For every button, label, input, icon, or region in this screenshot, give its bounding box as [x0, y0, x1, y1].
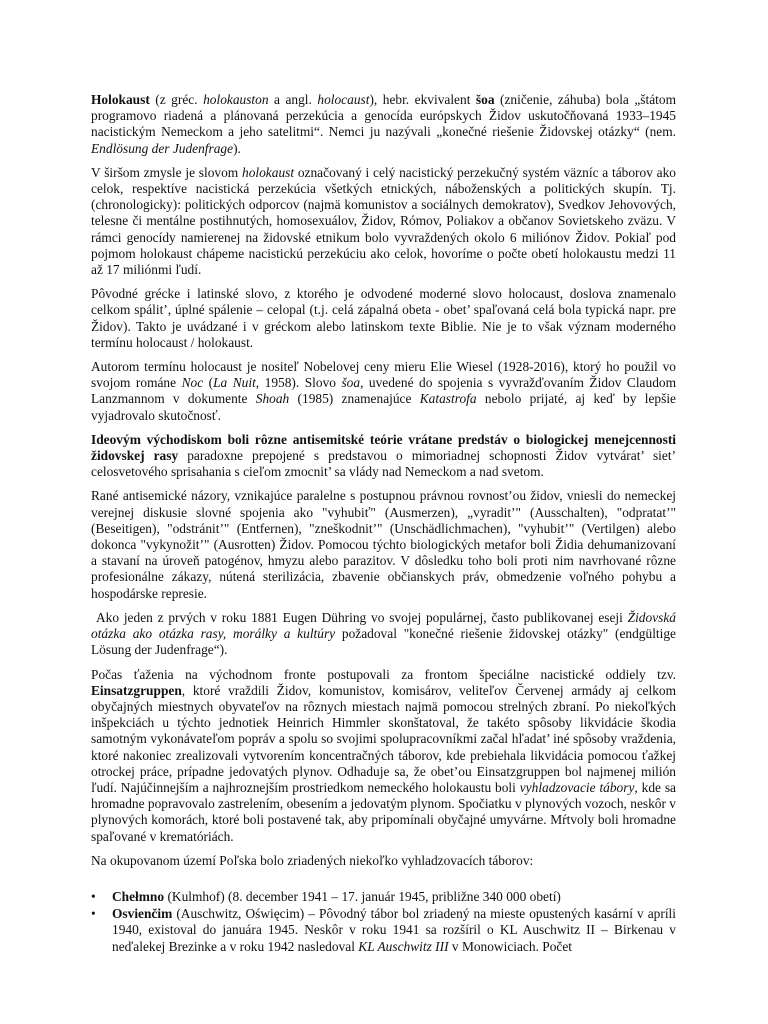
text-run: Ako jeden z prvých v roku 1881 Eugen Dühring vo svojej populárnej, často publikovanej eseji — [96, 609, 628, 625]
paragraph-p3 — [91, 286, 676, 351]
bold-text: Ideovým východiskom boli rôzne antisemitské teórie vrátane predstáv o biologickej menejcennosti židovskej rasy — [91, 431, 676, 464]
paragraph-p5 — [91, 432, 676, 481]
bold-text: Osvienčim — [112, 906, 173, 922]
text-run: v Monowiciach. Počet — [448, 938, 573, 954]
document-body — [91, 92, 676, 869]
text-run: požadoval "konečné riešenie židovskej otázky" (endgültige Lösung der Judenfrage“). — [91, 626, 676, 658]
bold-text: Einsatzgruppen — [91, 682, 182, 698]
text-run: ), hebr. ekvivalent — [369, 92, 476, 107]
text-run: označovaný i celý nacistický perzekučný systém väzníc a táborov ako celok, respektíve nacistická perzekúcia všetkých etnických, náboženských a politických skupín. Tj. (chronologicky): politických odporcov (najmä komunistov a sociálnych demokratov), Svedkov Jehovových, telesne či mentálne postihnutých, homosexuálov, Židov, Rómov, Poliakov a občanov Sovietskeho zväzu. V rámci genocídy namierenej na židovské etnikum bolo vyvraždených okolo 6 miliónov Židov. Pokiaľ pod pojmom holokaust chápeme nacistickú perzekúciu ako celok, hovoríme o počte obetí holokaustu medzi 11 až 17 miliónmi ľudí. — [91, 164, 677, 278]
text-run: Počas ťaženia na východnom fronte postupovali za frontom špeciálne nacistické oddiely tzv. — [91, 666, 676, 682]
camps-list — [91, 889, 676, 955]
text-run: , kde sa hromadne popravovalo zastrelením, obesením a jedovatým plynom. Spočiatku v plynových vozoch, neskôr v plynových komorách, ktoré boli postavené tak, aby pripomínali obyčajné umyvárne. Mŕtvoly boli hromadne spaľované v krematóriách. — [91, 779, 676, 844]
text-run: paradoxne prepojené s predstavou o mimoriadnej schopnosti Židov vytvárat’ siet’ celosvetového sprisahania s cieľom zmocnit’ sa vlády nad Nemeckom a nad svetom. — [91, 448, 676, 480]
text-run: a angl. — [268, 92, 318, 107]
italic-text: Shoah — [255, 391, 290, 407]
italic-text: Židovská otázka ako otázka rasy, morálky a kultúry — [91, 609, 676, 642]
paragraph-p6 — [91, 488, 676, 601]
bold-text: Chełmno — [112, 888, 165, 904]
text-run: ). — [233, 140, 241, 156]
text-run: , ktoré vraždili Židov, komunistov, komisárov, veliteľov Červenej armády aj celkom obyčajných miestnych obyvateľov na rôznych miestach najmä pomocou strelných zbraní. Po niekoľkých inšpekciách u týchto jednotiek Heinrich Himmler skonštatoval, že takéto spôsoby likvidácie škodia samotným vykonávateľom popráv a spolu so svojimi spolupracovníkmi začal hľadat’ iné spôsoby vraždenia, ktoré nakoniec zrealizovali vytvorením koncentračných táborov, kde prebiehala likvidácia pomocou ťažkej otrockej práce, prípadne jedovatých plynov. Odhaduje sa, že obet’ou Einsatzgruppen bol najmenej milión ľudí. Najúčinnejším a najhroznejším prostriedkom nemeckého holokaustu boli — [91, 682, 676, 795]
document-page — [91, 92, 676, 956]
text-run: (zničenie, záhuba) bola „štátom programovo riadená a plánovaná perzekúcia a genocída európskych Židov uskutočňovaná 1933–1945 nacistickým Nemeckom a jeho satelitmi“. Nemci ju nazývali „konečné riešenie Židovskej otázky“ (nem. — [91, 92, 676, 140]
text-run: (Auschwitz, Oświęcim) – Pôvodný tábor bol zriadený na mieste opustených kasární v apríli 1940, existoval do januára 1945. Neskôr v roku 1941 sa rozšíril o KL Auschwitz II – Birkenau v neďalekej Brezinke a v roku 1942 nasledoval — [112, 906, 676, 954]
paragraph-p4 — [91, 359, 676, 424]
text-run: (1985) znamenajúce — [289, 391, 420, 407]
italic-text: holokaust — [242, 164, 295, 180]
italic-text: KL Auschwitz III — [358, 938, 449, 954]
italic-text: Katastrofa — [419, 391, 477, 407]
paragraph-p1 — [91, 92, 676, 157]
italic-text: šoa — [341, 375, 361, 391]
text-run: Rané antisemické názory, vznikajúce paralelne s postupnou právnou rovnost’ou židov, vniesli do nemeckej verejnej diskusie slovné spojenia ako "vyhubiť" (Ausmerzen), „vyradit’" (Ausschalten), "odpratat’" (Beseitigen), "odstránit’" (Entfernen), "zneškodnit’" (Unschädlichmachen), "vyhubit’" (Vertilgen) alebo dokonca "vykynožit’" (Ausrotten) Židov. Pomocou týchto biologických metafor boli Židia dehumanizovaní a stavaní na úroveň patogénov, hmyzu alebo parazitov. V dôsledku toho boli proti nim navrhované rôzne profesionálne zákazy, nútená sterilizácia, zbavenie občianskych práv, obmedzenie voľného pohybu a hospodárske represie. — [91, 488, 676, 601]
italic-text: holocaust — [317, 92, 370, 107]
text-run: nebolo prijaté, aj keď by lepšie vyjadrovalo skutočnosť. — [91, 391, 676, 423]
italic-text: vyhladzovacie tábory — [519, 779, 635, 795]
text-run: Pôvodné grécke i latinské slovo, z ktorého je odvodené moderné slovo holocaust, doslova znamenalo celkom spálit’, úplné spálenie – celopal (t.j. celá zápalná obeta - obet’ spaľovaná celá bola typická napr. pre Židov). Takto je uvádzané i v gréckom alebo latinskom texte Biblie. Nie je to však význam moderného termínu holocaust / holokaust. — [91, 286, 676, 350]
paragraph-p7 — [91, 610, 676, 659]
italic-text: Endlösung der Judenfrage — [91, 140, 234, 156]
italic-text: La Nuit — [213, 375, 256, 391]
text-run: (z gréc. — [149, 92, 204, 107]
paragraph-p2 — [91, 165, 676, 278]
text-run: , uvedené do spojenia s vyvražďovaním Židov Claudom Lanzmannom v dokumente — [91, 375, 676, 407]
bold-text: Holokaust — [91, 92, 150, 107]
paragraph-p8 — [91, 667, 676, 845]
list-item — [91, 889, 676, 905]
bullet-icon: • — [91, 906, 96, 922]
text-run: V širšom zmysle je slovom — [91, 164, 242, 180]
italic-text: holokauston — [203, 92, 269, 107]
bold-text: šoa — [475, 92, 495, 107]
text-run: (Kulmhof) (8. december 1941 – 17. január 1945, približne 340 000 obetí) — [164, 888, 561, 904]
list-item — [91, 906, 676, 955]
text-run: ( — [203, 375, 214, 391]
italic-text: Noc — [181, 375, 204, 391]
bullet-icon: • — [91, 888, 96, 904]
text-run: Na okupovanom území Poľska bolo zriadených niekoľko vyhladzovacích táborov: — [91, 852, 534, 868]
text-run: Autorom termínu holocaust je nositeľ Nobelovej ceny mieru Elie Wiesel (1928-2016), ktorý ho použil vo svojom románe — [91, 359, 676, 391]
paragraph-p9 — [91, 853, 676, 869]
text-run: , 1958). Slovo — [255, 375, 342, 391]
